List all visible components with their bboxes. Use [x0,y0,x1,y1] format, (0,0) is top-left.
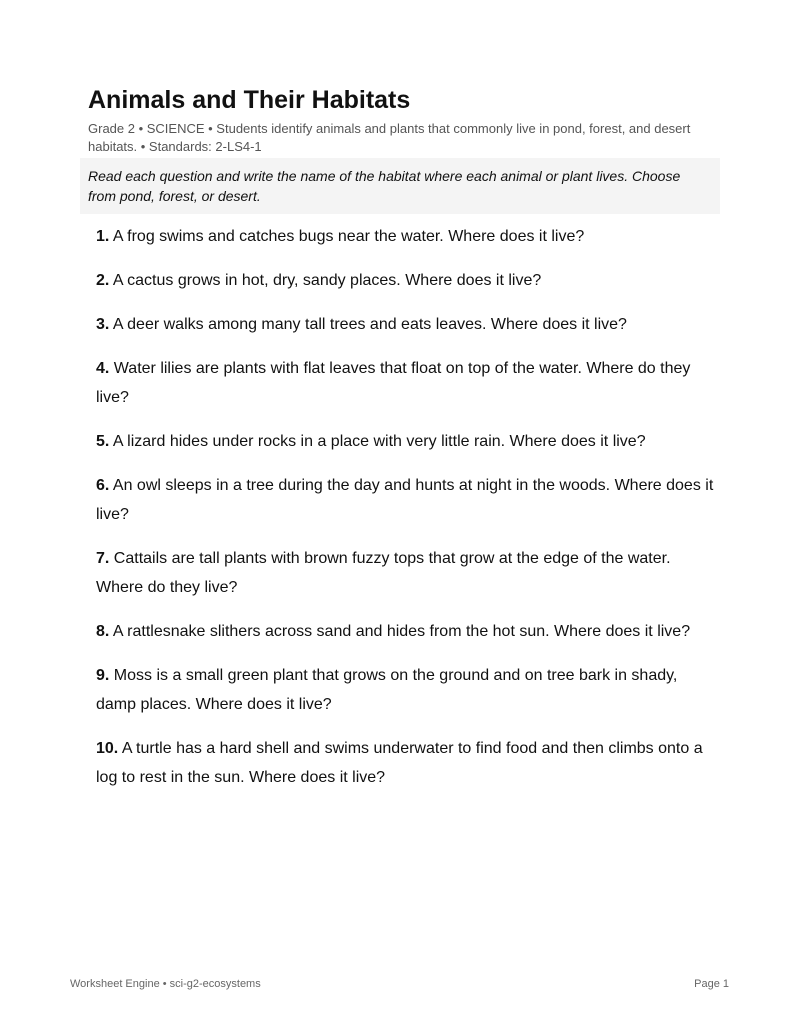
question-number: 10. [96,740,119,757]
question-item [96,617,718,646]
question-item [96,354,718,412]
question-text: A cactus grows in hot, dry, sandy places. Where does it live? [112,272,542,289]
question-item [96,471,718,529]
question-text: A rattlesnake slithers across sand and hides from the hot sun. Where does it live? [112,623,691,640]
question-text: Water lilies are plants with flat leaves that float on top of the water. Where do they live? [96,360,691,406]
question-item [96,310,718,339]
question-number: 7. [96,550,110,567]
question-number: 5. [96,433,110,450]
question-item [96,544,718,602]
question-list [96,222,718,807]
question-number: 3. [96,316,110,333]
question-text: An owl sleeps in a tree during the day and hunts at night in the woods. Where does it live? [96,477,714,523]
question-item [96,734,718,792]
question-text: A lizard hides under rocks in a place with very little rain. Where does it live? [112,433,646,450]
question-item [96,222,718,251]
question-item [96,661,718,719]
question-item [96,266,718,295]
question-number: 2. [96,272,110,289]
question-text: A deer walks among many tall trees and eats leaves. Where does it live? [112,316,627,333]
question-number: 8. [96,623,110,640]
worksheet-meta: Grade 2 • SCIENCE • Students identify animals and plants that commonly live in pond, forest, and desert habitats. • Standards: 2-LS4-1 [88,121,691,154]
question-number: 6. [96,477,110,494]
instructions-box: Read each question and write the name of the habitat where each animal or plant lives. Choose from pond, forest, or desert. [80,158,720,214]
question-text: A frog swims and catches bugs near the water. Where does it live? [112,228,585,245]
question-text: Cattails are tall plants with brown fuzzy tops that grow at the edge of the water. Where do they live? [96,550,671,596]
question-text: Moss is a small green plant that grows on the ground and on tree bark in shady, damp places. Where does it live? [96,667,678,713]
question-number: 4. [96,360,110,377]
footer-source: Worksheet Engine • sci-g2-ecosystems [70,978,261,990]
question-item [96,427,718,456]
question-number: 1. [96,228,110,245]
page-title: Animals and Their Habitats [88,86,411,114]
page-number: Page 1 [694,978,729,990]
question-text: A turtle has a hard shell and swims underwater to find food and then climbs onto a log to rest in the sun. Where does it live? [96,740,703,786]
question-number: 9. [96,667,110,684]
